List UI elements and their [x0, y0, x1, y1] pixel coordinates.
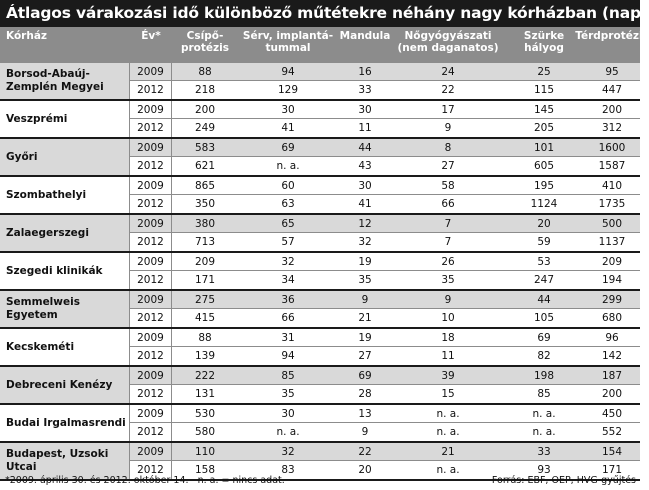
year-cell: 2012	[130, 233, 172, 251]
cell-knee: 299	[601, 293, 623, 306]
table-row	[130, 253, 640, 271]
year-cell: 2012	[130, 423, 172, 441]
cell-knee: 142	[601, 350, 623, 362]
cell-gyn: 66	[441, 198, 455, 210]
cell-hip: 415	[194, 312, 216, 324]
header-year: Év*	[141, 30, 161, 42]
hospital-group	[0, 405, 640, 443]
table-row	[130, 443, 640, 461]
cell-hernia: 32	[281, 445, 295, 458]
year-cell: 2009	[130, 177, 172, 195]
cell-tonsil: 32	[358, 236, 372, 248]
cell-hip: 88	[198, 65, 212, 78]
cell-hernia: 30	[281, 407, 295, 420]
cell-hip: 713	[194, 236, 216, 248]
cell-knee: 187	[601, 369, 623, 382]
cell-knee: 312	[601, 122, 623, 134]
cell-cataract: 69	[537, 331, 551, 344]
year-cell: 2009	[130, 443, 172, 461]
year-cell: 2012	[130, 81, 172, 99]
header-tonsil: Mandula	[339, 30, 391, 42]
cell-gyn: 21	[441, 445, 455, 458]
cell-tonsil: 13	[358, 407, 372, 420]
cell-gyn: 39	[441, 369, 455, 382]
cell-cataract: 195	[533, 179, 555, 192]
cell-gyn: 9	[444, 122, 452, 134]
cell-hernia: 36	[281, 293, 295, 306]
year-cell: 2009	[130, 291, 172, 309]
cell-hernia: 32	[281, 255, 295, 268]
cell-tonsil: 22	[358, 445, 372, 458]
cell-cataract: 20	[537, 217, 551, 230]
cell-cataract: 44	[537, 293, 551, 306]
cell-cataract: 198	[533, 369, 555, 382]
cell-hernia: 94	[281, 350, 295, 362]
footer	[0, 470, 640, 490]
cell-hip: 218	[194, 84, 216, 96]
hospital-group	[0, 177, 640, 215]
cell-hernia: 34	[281, 274, 295, 286]
table-row	[130, 177, 640, 195]
hospital-name: Győri	[0, 139, 130, 175]
cell-cataract: 33	[537, 445, 551, 458]
cell-knee: 1587	[598, 160, 626, 172]
hospital-name: Budapest, Uzsoki Utcai	[0, 443, 130, 479]
cell-hernia: 69	[281, 141, 295, 154]
cell-hip: 88	[198, 331, 212, 344]
cell-gyn: 7	[444, 236, 452, 248]
cell-tonsil: 19	[358, 255, 372, 268]
cell-cataract: 247	[533, 274, 555, 286]
cell-knee: 680	[601, 312, 623, 324]
year-cell: 2012	[130, 157, 172, 175]
cell-knee: 200	[601, 388, 623, 400]
cell-gyn: 9	[444, 293, 452, 306]
cell-hip: 139	[194, 350, 216, 362]
cell-knee: 200	[601, 103, 623, 116]
cell-tonsil: 44	[358, 141, 372, 154]
cell-tonsil: 35	[358, 274, 372, 286]
header-hernia: Sérv, implantá- tummal	[242, 30, 334, 54]
cell-tonsil: 19	[358, 331, 372, 344]
cell-cataract: 101	[533, 141, 555, 154]
cell-gyn: n. a.	[436, 407, 460, 420]
cell-tonsil: 69	[358, 369, 372, 382]
cell-knee: 450	[601, 407, 623, 420]
cell-hip: 621	[194, 160, 216, 172]
hospital-group	[0, 291, 640, 329]
cell-knee: 1735	[598, 198, 626, 210]
cell-hip: 530	[194, 407, 216, 420]
hospital-group	[0, 63, 640, 101]
cell-hernia: 65	[281, 217, 295, 230]
table-row	[130, 195, 640, 213]
year-cell: 2009	[130, 405, 172, 423]
cell-tonsil: 16	[358, 65, 372, 78]
cell-cataract: n. a.	[532, 407, 556, 420]
year-cell: 2012	[130, 385, 172, 403]
cell-cataract: 1124	[530, 198, 558, 210]
cell-cataract: n. a.	[532, 426, 556, 438]
cell-tonsil: 21	[358, 312, 372, 324]
cell-tonsil: 20	[358, 464, 372, 476]
cell-tonsil: 30	[358, 179, 372, 192]
cell-hip: 249	[194, 122, 216, 134]
hospital-name: Kecskeméti	[0, 329, 130, 365]
cell-hip: 209	[194, 255, 216, 268]
footnote: *2009. április 30. és 2012. október 14. n. a. = nincs adat.	[5, 474, 285, 486]
table-row	[130, 405, 640, 423]
year-cell: 2009	[130, 215, 172, 233]
cell-cataract: 85	[537, 388, 551, 400]
hospital-name: Budai Irgalmasrendi	[0, 405, 130, 441]
figure-title: Átlagos várakozási idő különböző műtétekre néhány nagy kórházban (nap)	[0, 0, 640, 27]
cell-hernia: 129	[277, 84, 299, 96]
cell-hernia: 83	[281, 464, 295, 476]
cell-hip: 865	[194, 179, 216, 192]
header-gynecology: Nőgyógyászati (nem daganatos)	[397, 30, 499, 54]
cell-hernia: 41	[281, 122, 295, 134]
table-row	[130, 63, 640, 81]
cell-gyn: 35	[441, 274, 455, 286]
table-row	[130, 215, 640, 233]
hospital-group	[0, 367, 640, 405]
cell-gyn: 22	[441, 84, 455, 96]
year-cell: 2009	[130, 101, 172, 119]
table-header	[0, 27, 649, 63]
year-cell: 2009	[130, 329, 172, 347]
cell-hip: 583	[194, 141, 216, 154]
cell-gyn: n. a.	[436, 426, 460, 438]
cell-hip: 110	[194, 445, 216, 458]
table-body	[0, 63, 640, 481]
cell-knee: 171	[601, 464, 623, 476]
cell-hernia: n. a.	[276, 160, 300, 172]
year-cell: 2012	[130, 195, 172, 213]
year-cell: 2012	[130, 309, 172, 327]
cell-hernia: 66	[281, 312, 295, 324]
cell-gyn: 24	[441, 65, 455, 78]
cell-cataract: 59	[537, 236, 551, 248]
cell-hernia: 63	[281, 198, 295, 210]
table-row	[130, 423, 640, 441]
cell-knee: 194	[601, 274, 623, 286]
cell-cataract: 145	[533, 103, 555, 116]
cell-tonsil: 11	[358, 122, 372, 134]
hospital-group	[0, 329, 640, 367]
table-row	[130, 271, 640, 289]
cell-gyn: n. a.	[436, 464, 460, 476]
cell-knee: 154	[601, 445, 623, 458]
cell-gyn: 7	[444, 217, 452, 230]
cell-cataract: 115	[533, 84, 555, 96]
cell-hip: 580	[194, 426, 216, 438]
cell-tonsil: 27	[358, 350, 372, 362]
cell-knee: 209	[601, 255, 623, 268]
table-row	[130, 385, 640, 403]
year-cell: 2009	[130, 139, 172, 157]
cell-hip: 380	[194, 217, 216, 230]
cell-tonsil: 9	[361, 293, 369, 306]
cell-tonsil: 30	[358, 103, 372, 116]
header-hip-prosthesis: Csípő- protézis	[180, 30, 229, 54]
cell-hip: 275	[194, 293, 216, 306]
year-cell: 2012	[130, 347, 172, 365]
cell-gyn: 27	[441, 160, 455, 172]
cell-hip: 222	[194, 369, 216, 382]
cell-hernia: 85	[281, 369, 295, 382]
cell-tonsil: 28	[358, 388, 372, 400]
year-cell: 2012	[130, 461, 172, 479]
cell-gyn: 15	[441, 388, 455, 400]
table-row	[130, 347, 640, 365]
cell-gyn: 11	[441, 350, 455, 362]
cell-knee: 552	[601, 426, 623, 438]
cell-hip: 131	[194, 388, 216, 400]
table-row	[130, 157, 640, 175]
header-cataract: Szürke hályog	[523, 30, 565, 54]
cell-gyn: 26	[441, 255, 455, 268]
cell-tonsil: 33	[358, 84, 372, 96]
cell-tonsil: 43	[358, 160, 372, 172]
hospital-group	[0, 139, 640, 177]
hospital-name: Zalaegerszegi	[0, 215, 130, 251]
cell-cataract: 53	[537, 255, 551, 268]
table-row	[130, 367, 640, 385]
table-row	[130, 119, 640, 137]
cell-tonsil: 12	[358, 217, 372, 230]
source-note: Forrás: EBF, OEP, HVG-gyűjtés	[491, 474, 636, 486]
table-row	[130, 329, 640, 347]
cell-cataract: 25	[537, 65, 551, 78]
cell-knee: 500	[601, 217, 623, 230]
hospital-name: Debreceni Kenézy	[0, 367, 130, 403]
cell-gyn: 18	[441, 331, 455, 344]
year-cell: 2009	[130, 63, 172, 81]
cell-hernia: 31	[281, 331, 295, 344]
hospital-group	[0, 253, 640, 291]
cell-gyn: 8	[444, 141, 452, 154]
cell-hernia: n. a.	[276, 426, 300, 438]
year-cell: 2009	[130, 253, 172, 271]
cell-tonsil: 9	[361, 426, 369, 438]
hospital-group	[0, 101, 640, 139]
table-row	[130, 139, 640, 157]
cell-knee: 1600	[598, 141, 626, 154]
cell-cataract: 205	[533, 122, 555, 134]
table-row	[130, 309, 640, 327]
table-row	[130, 101, 640, 119]
hospital-name: Borsod-Abaúj-Zemplén Megyei	[0, 63, 130, 99]
year-cell: 2012	[130, 271, 172, 289]
cell-gyn: 10	[441, 312, 455, 324]
cell-cataract: 105	[533, 312, 555, 324]
cell-knee: 95	[605, 65, 619, 78]
cell-hernia: 35	[281, 388, 295, 400]
table-row	[130, 233, 640, 251]
cell-hernia: 94	[281, 65, 295, 78]
cell-tonsil: 41	[358, 198, 372, 210]
hospital-group	[0, 215, 640, 253]
header-hospital: Kórház	[6, 30, 48, 42]
hospital-name: Semmelweis Egyetem	[0, 291, 130, 327]
cell-hip: 171	[194, 274, 216, 286]
cell-cataract: 93	[537, 464, 551, 476]
cell-hip: 158	[194, 464, 216, 476]
cell-cataract: 82	[537, 350, 551, 362]
table-row	[130, 81, 640, 99]
cell-gyn: 58	[441, 179, 455, 192]
cell-knee: 1137	[598, 236, 626, 248]
cell-cataract: 605	[533, 160, 555, 172]
cell-hip: 350	[194, 198, 216, 210]
header-knee-prosthesis: Térdprotézis	[575, 30, 649, 42]
cell-hip: 200	[194, 103, 216, 116]
cell-knee: 410	[601, 179, 623, 192]
cell-hernia: 60	[281, 179, 295, 192]
year-cell: 2012	[130, 119, 172, 137]
cell-gyn: 17	[441, 103, 455, 116]
table-row	[130, 291, 640, 309]
year-cell: 2009	[130, 367, 172, 385]
cell-knee: 96	[605, 331, 619, 344]
cell-hernia: 30	[281, 103, 295, 116]
cell-knee: 447	[601, 84, 623, 96]
hospital-name: Szombathelyi	[0, 177, 130, 213]
hospital-name: Szegedi klinikák	[0, 253, 130, 289]
hospital-name: Veszprémi	[0, 101, 130, 137]
cell-hernia: 57	[281, 236, 295, 248]
